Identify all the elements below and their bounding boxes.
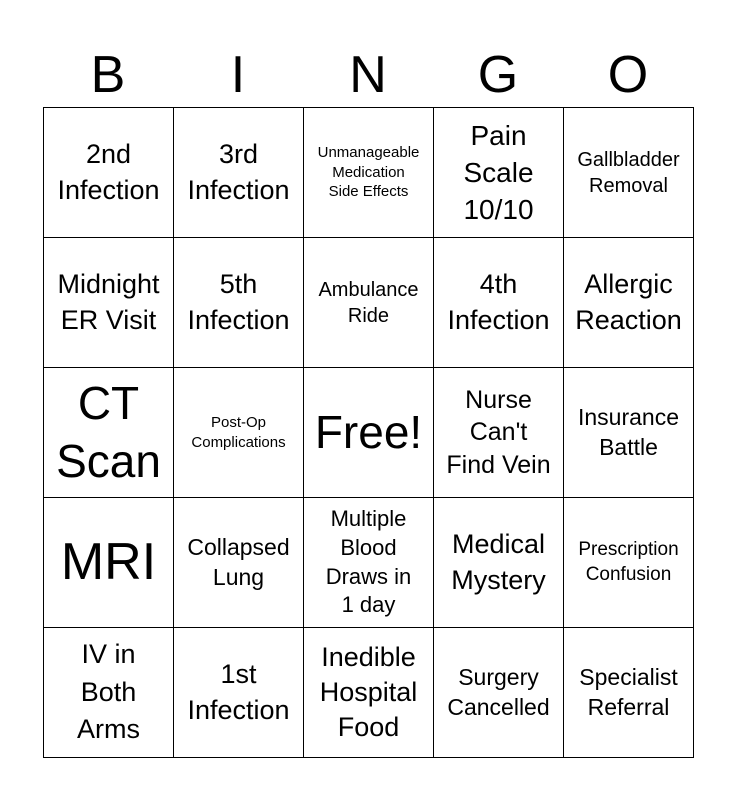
bingo-cell[interactable]: 1st Infection bbox=[174, 628, 304, 758]
bingo-cell[interactable]: Unmanageable Medication Side Effects bbox=[304, 108, 434, 238]
bingo-cell[interactable]: Insurance Battle bbox=[564, 368, 694, 498]
header-letter-i: I bbox=[230, 46, 246, 104]
bingo-cell[interactable]: Medical Mystery bbox=[434, 498, 564, 628]
free-space-cell[interactable]: Free! bbox=[304, 368, 434, 498]
bingo-cell[interactable]: Inedible Hospital Food bbox=[304, 628, 434, 758]
bingo-cell[interactable]: 4th Infection bbox=[434, 238, 564, 368]
bingo-cell[interactable]: Surgery Cancelled bbox=[434, 628, 564, 758]
header-letter-g: G bbox=[477, 46, 519, 104]
bingo-cell[interactable]: IV in Both Arms bbox=[44, 628, 174, 758]
bingo-board bbox=[43, 107, 694, 758]
bingo-cell[interactable]: Gallbladder Removal bbox=[564, 108, 694, 238]
bingo-cell[interactable]: 2nd Infection bbox=[44, 108, 174, 238]
bingo-header bbox=[43, 40, 693, 108]
bingo-cell[interactable]: Prescription Confusion bbox=[564, 498, 694, 628]
bingo-cell[interactable]: Collapsed Lung bbox=[174, 498, 304, 628]
header-letter-b: B bbox=[90, 46, 126, 104]
header-letter-n: N bbox=[349, 46, 387, 104]
bingo-cell[interactable]: Multiple Blood Draws in 1 day bbox=[304, 498, 434, 628]
bingo-cell[interactable]: MRI bbox=[44, 498, 174, 628]
header-letter-o: O bbox=[607, 46, 649, 104]
bingo-cell[interactable]: Nurse Can't Find Vein bbox=[434, 368, 564, 498]
bingo-cell[interactable]: 5th Infection bbox=[174, 238, 304, 368]
bingo-cell[interactable]: 3rd Infection bbox=[174, 108, 304, 238]
bingo-cell[interactable]: Specialist Referral bbox=[564, 628, 694, 758]
bingo-cell[interactable]: Allergic Reaction bbox=[564, 238, 694, 368]
bingo-cell[interactable]: Pain Scale 10/10 bbox=[434, 108, 564, 238]
bingo-cell[interactable]: CT Scan bbox=[44, 368, 174, 498]
bingo-cell[interactable]: Midnight ER Visit bbox=[44, 238, 174, 368]
bingo-cell[interactable]: Ambulance Ride bbox=[304, 238, 434, 368]
bingo-cell[interactable]: Post-Op Complications bbox=[174, 368, 304, 498]
